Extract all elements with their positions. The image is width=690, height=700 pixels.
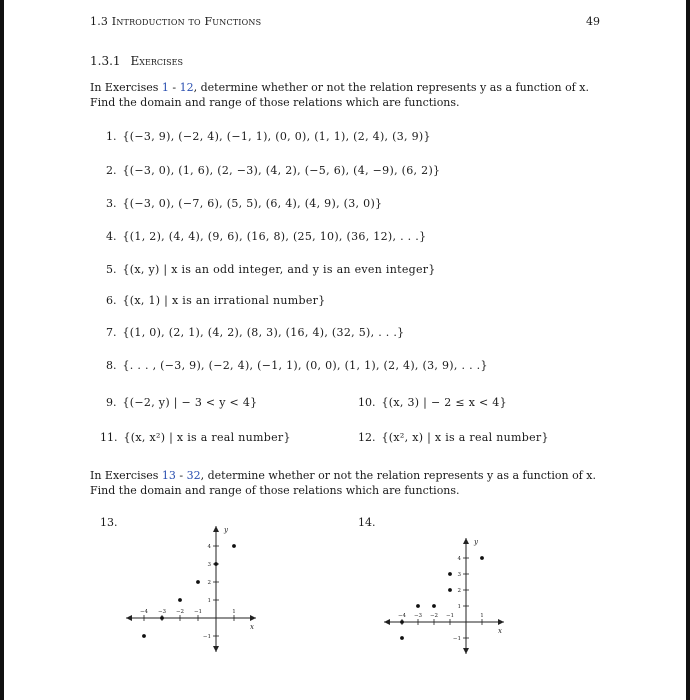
- y-axis-label: y: [474, 538, 478, 546]
- exercise-item: [106, 263, 436, 276]
- x-tick-label: 1: [232, 609, 236, 615]
- intro-text: , determine whether or not the relation represents y as a function of x. Find the domain and range of those relations which are functions.: [90, 469, 596, 497]
- exercise-item: [106, 359, 488, 372]
- y-tick-label: 3: [457, 572, 461, 578]
- x-tick-label: −2: [429, 613, 439, 619]
- document-page: [4, 0, 686, 700]
- exercise-item: [106, 164, 440, 177]
- exercise-number: 3.: [106, 197, 117, 210]
- exercise-text: {(x, 1) | x is an irrational number}: [122, 294, 326, 307]
- intro-dash: -: [175, 469, 187, 482]
- exercise-item: [106, 230, 426, 243]
- y-arrow-icon: [213, 526, 219, 532]
- y-tick-label: 4: [457, 556, 461, 562]
- y-axis-label: y: [224, 526, 228, 534]
- y-tick-label: 1: [457, 604, 461, 610]
- exercise-number: 5.: [106, 263, 117, 276]
- exercise-text: {(1, 0), (2, 1), (4, 2), (8, 3), (16, 4), (32, 5), . . .}: [122, 326, 405, 339]
- exercise-link[interactable]: 12: [179, 81, 194, 94]
- exercise-number: 7.: [106, 326, 117, 339]
- section-title: Exercises: [130, 54, 183, 68]
- exercise-number: 1.: [106, 130, 117, 143]
- data-point: [400, 636, 404, 640]
- x-tick-label: −3: [157, 609, 167, 615]
- y-tick-label: 2: [457, 588, 461, 594]
- data-point: [178, 598, 182, 602]
- x-arrow-icon: [250, 615, 256, 621]
- x-tick-label: −2: [175, 609, 185, 615]
- exercise-item: [106, 197, 382, 210]
- intro-text: In Exercises: [90, 81, 162, 94]
- y-arrow-icon: [463, 538, 469, 544]
- data-point: [448, 588, 452, 592]
- x-tick-label: −1: [445, 613, 455, 619]
- right-border: [686, 0, 690, 700]
- section-heading: [90, 54, 183, 68]
- graph-13: [116, 520, 266, 660]
- exercise-text: {(x, y) | x is an odd integer, and y is an even integer}: [122, 263, 436, 276]
- y-tick-label: 1: [207, 598, 211, 604]
- graph-14: [374, 530, 524, 660]
- x-tick-label: −3: [413, 613, 423, 619]
- exercise-item: [100, 431, 291, 444]
- figure-label-14: 14.: [358, 516, 376, 529]
- exercise-text: {(−3, 0), (−7, 6), (5, 5), (6, 4), (4, 9), (3, 0)}: [122, 197, 383, 210]
- exercise-number: 4.: [106, 230, 117, 243]
- exercise-text: {(−3, 9), (−2, 4), (−1, 1), (0, 0), (1, 1), (2, 4), (3, 9)}: [122, 130, 431, 143]
- x-tick-label: −4: [139, 609, 149, 615]
- data-point: [232, 544, 236, 548]
- intro-text: , determine whether or not the relation represents y as a function of x. Find the domain and range of those relations which are functions.: [90, 81, 589, 109]
- exercise-number: 10.: [358, 396, 376, 409]
- x-axis-label: x: [250, 623, 254, 631]
- exercise-text: {(−2, y) | − 3 < y < 4}: [122, 396, 258, 409]
- exercise-number: 8.: [106, 359, 117, 372]
- exercise-link[interactable]: 32: [186, 469, 201, 482]
- page-number: 49: [586, 15, 600, 28]
- exercise-link[interactable]: 1: [161, 81, 169, 94]
- x-arrow-icon: [498, 619, 504, 625]
- figure-label-13: 13.: [100, 516, 118, 529]
- x-tick-label: −1: [193, 609, 203, 615]
- y-tick-label: 3: [207, 562, 211, 568]
- exercise-text: {(1, 2), (4, 4), (9, 6), (16, 8), (25, 10), (36, 12), . . .}: [122, 230, 427, 243]
- data-point: [416, 604, 420, 608]
- exercise-text: {(x, x²) | x is a real number}: [123, 431, 291, 444]
- x-arrow-icon: [126, 615, 132, 621]
- exercise-item: [358, 396, 507, 409]
- exercise-text: {. . . , (−3, 9), (−2, 4), (−1, 1), (0, 0), (1, 1), (2, 4), (3, 9), . . .}: [122, 359, 488, 372]
- exercise-number: 9.: [106, 396, 117, 409]
- exercise-number: 11.: [100, 431, 118, 444]
- exercise-text: {(x², x) | x is a real number}: [381, 431, 549, 444]
- y-arrow-icon: [463, 648, 469, 654]
- y-tick-label: 2: [207, 580, 211, 586]
- data-point: [448, 572, 452, 576]
- data-point: [400, 620, 404, 624]
- data-point: [214, 562, 218, 566]
- exercise-link[interactable]: 13: [161, 469, 176, 482]
- y-tick-label: −1: [202, 634, 211, 640]
- exercise-item: [106, 396, 257, 409]
- running-head: 1.3 Introduction to Functions: [90, 15, 262, 28]
- data-point: [432, 604, 436, 608]
- intro-text: In Exercises: [90, 469, 162, 482]
- y-tick-label: 4: [207, 544, 211, 550]
- x-arrow-icon: [384, 619, 390, 625]
- exercise-text: {(x, 3) | − 2 ≤ x < 4}: [381, 396, 507, 409]
- x-tick-label: −4: [397, 613, 407, 619]
- x-axis-label: x: [498, 627, 502, 635]
- exercise-item: [106, 294, 326, 307]
- data-point: [142, 634, 146, 638]
- exercise-item: [358, 431, 549, 444]
- exercise-number: 6.: [106, 294, 117, 307]
- section-number: 1.3.1: [90, 54, 121, 68]
- data-point: [480, 556, 484, 560]
- y-tick-label: −1: [452, 636, 461, 642]
- exercise-instructions-2: [90, 468, 606, 498]
- x-tick-label: 1: [480, 613, 484, 619]
- exercise-instructions-1: [90, 80, 606, 110]
- exercise-item: [106, 326, 404, 339]
- exercise-text: {(−3, 0), (1, 6), (2, −3), (4, 2), (−5, 6), (4, −9), (6, 2)}: [122, 164, 441, 177]
- exercise-item: [106, 130, 431, 143]
- y-arrow-icon: [213, 646, 219, 652]
- exercise-number: 2.: [106, 164, 117, 177]
- exercise-number: 12.: [358, 431, 376, 444]
- data-point: [196, 580, 200, 584]
- intro-dash: -: [168, 81, 180, 94]
- data-point: [160, 616, 164, 620]
